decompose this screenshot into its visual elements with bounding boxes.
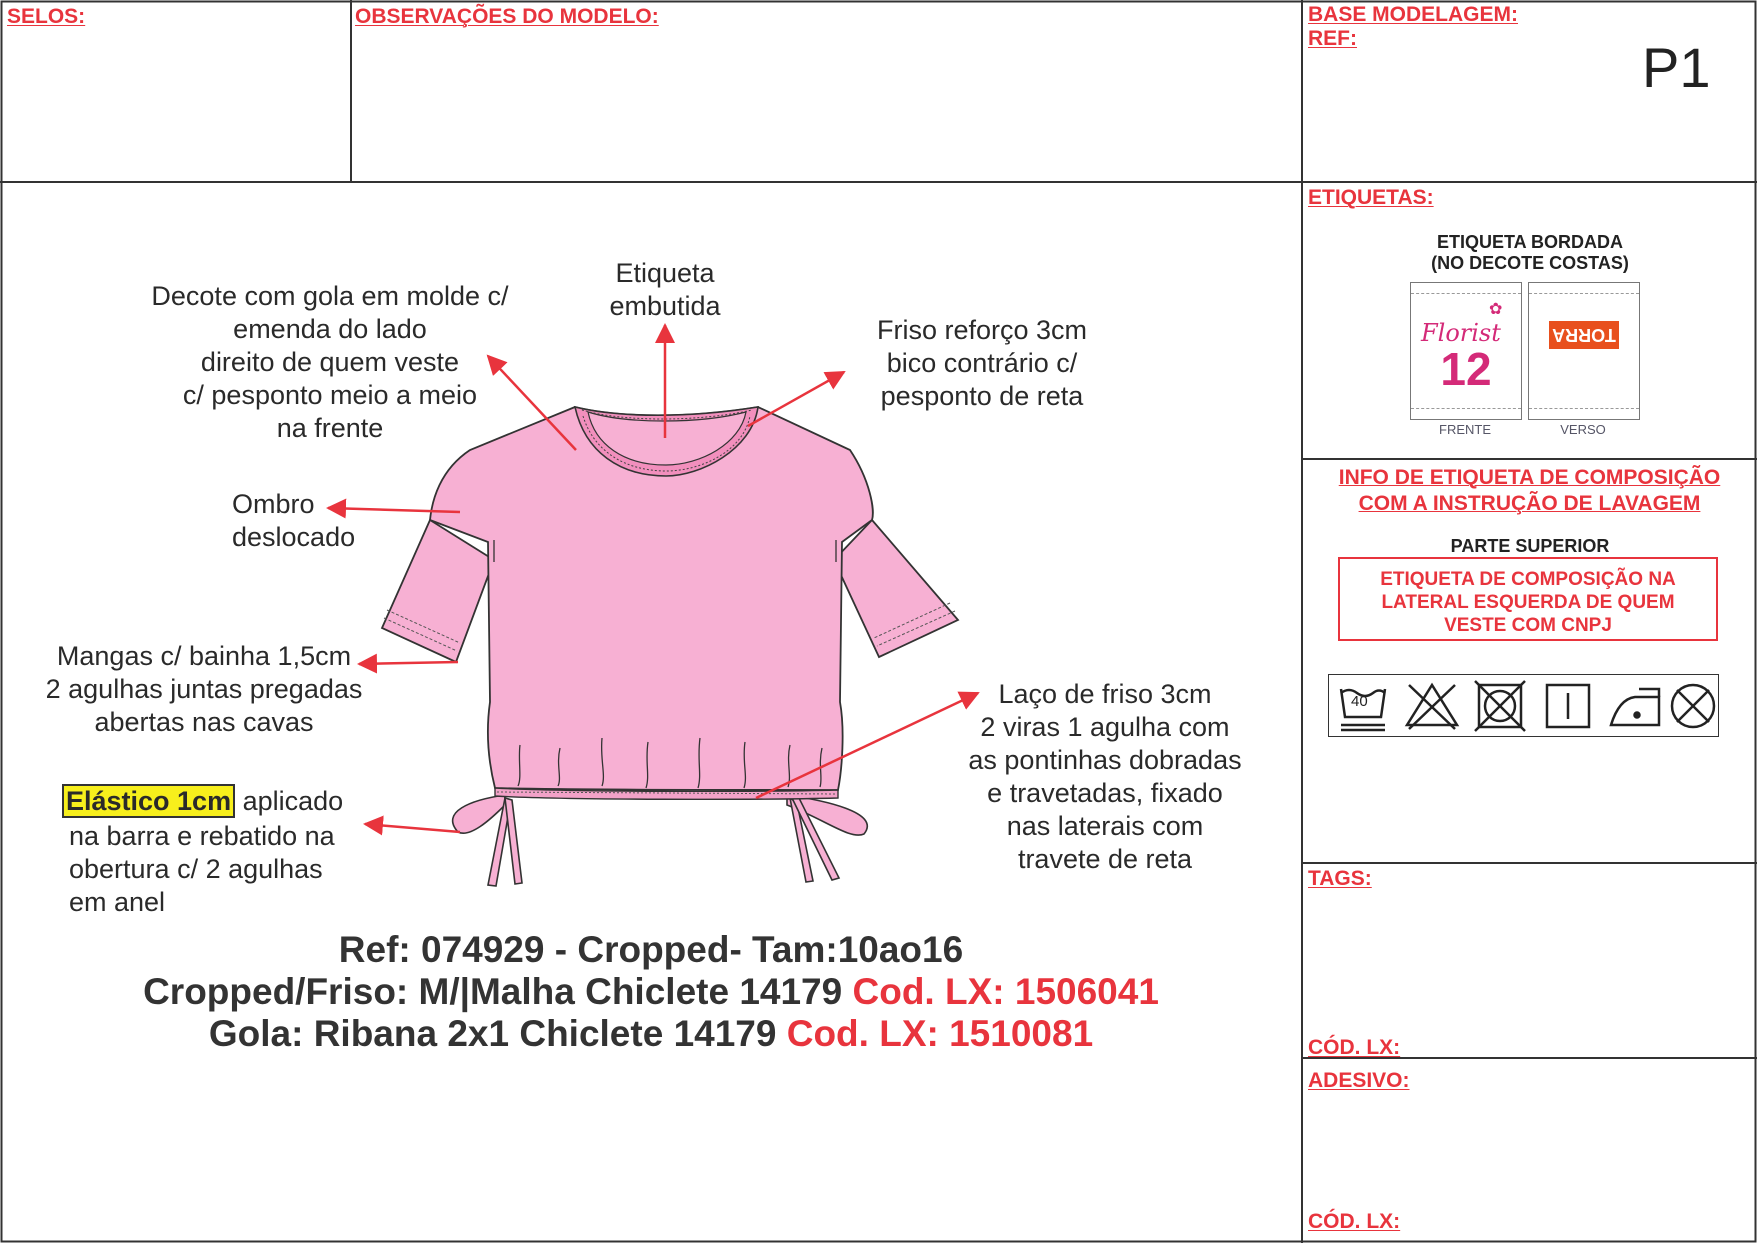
annotation-ombro: Ombro deslocado: [232, 489, 356, 552]
annotation-friso: Friso reforço 3cm bico contrário c/ pesponto de reta: [876, 315, 1088, 411]
wash-temp: 40: [1351, 693, 1368, 710]
base-modelagem-label: BASE MODELAGEM:: [1308, 3, 1518, 26]
arrow-elastico: [365, 824, 460, 832]
label-front-number: 12: [1440, 343, 1492, 395]
adesivo-label: ADESIVO:: [1308, 1069, 1410, 1092]
annotation-decote: Decote com gola em molde c/ emenda do lado direito de quem veste c/ pesponto meio a meio na frente: [151, 281, 509, 443]
size-code: P1: [1642, 36, 1711, 99]
collar-description: Gola: Ribana 2x1 Chiclete 14179: [208, 1013, 787, 1054]
no-dry-clean-icon: [1672, 685, 1714, 727]
no-bleach-icon: [1407, 685, 1457, 729]
annotation-elastico-line1: [62, 785, 343, 818]
annotation-laco: Laço de friso 3cm 2 viras 1 agulha com as pontinhas dobradas e travetadas, fixado nas laterais com travete de reta: [968, 679, 1242, 874]
iron-low-icon: [1611, 689, 1659, 725]
selos-label: SELOS:: [7, 5, 86, 28]
annotation-etiqueta: Etiqueta embutida: [609, 258, 721, 321]
observacoes-label: OBSERVAÇÕES DO MODELO:: [355, 5, 659, 28]
left-bow: [453, 795, 522, 886]
label-back-caption: VERSO: [1560, 422, 1606, 437]
collar-code: Cod. LX: 1510081: [786, 1013, 1094, 1054]
fabric-code: Cod. LX: 1506041: [852, 971, 1159, 1012]
composition-box: [1338, 557, 1718, 641]
right-sleeve: [834, 520, 958, 657]
label-front: [1410, 282, 1522, 420]
arrow-friso: [748, 372, 844, 426]
composition-box-text: ETIQUETA DE COMPOSIÇÃO NA LATERAL ESQUERDA DE QUEM VESTE COM CNPJ: [1380, 569, 1676, 636]
left-sleeve: [382, 520, 494, 662]
no-tumble-dry-icon: [1475, 681, 1525, 731]
care-symbols-strip: [1328, 674, 1719, 737]
annotation-elastico-rest: na barra e rebatido na obertura c/ 2 agulhas em anel: [69, 821, 335, 917]
info-composicao-title: INFO DE ETIQUETA DE COMPOSIÇÃO COM A INSTRUÇÃO DE LAVAGEM: [1338, 466, 1721, 515]
cod-lx-label-adesivo: CÓD. LX:: [1308, 1210, 1401, 1233]
annotation-mangas: Mangas c/ bainha 1,5cm 2 agulhas juntas pregadas abertas nas cavas: [45, 641, 363, 737]
elastico-rest-1: aplicado: [242, 786, 344, 816]
etiqueta-bordada-title: ETIQUETA BORDADA (NO DECOTE COSTAS): [1431, 232, 1629, 273]
product-collar-line: [0, 1013, 1302, 1055]
product-fabric-line: [0, 971, 1302, 1013]
parte-superior-label: PARTE SUPERIOR: [1450, 536, 1610, 556]
label-back-brand: TORRA: [1549, 321, 1619, 349]
line-dry-icon: [1547, 685, 1589, 727]
product-ref-line: Ref: 074929 - Cropped- Tam:10ao16: [338, 929, 964, 970]
ref-label: REF:: [1308, 27, 1357, 50]
elastico-highlight: Elástico 1cm: [62, 784, 235, 818]
label-back: [1528, 282, 1640, 420]
label-front-script: Florist: [1421, 319, 1501, 347]
right-bow: [787, 795, 867, 882]
label-front-caption: FRENTE: [1439, 422, 1491, 437]
tags-label: TAGS:: [1308, 867, 1372, 890]
fabric-description: Cropped/Friso: M/|Malha Chiclete 14179: [143, 971, 853, 1012]
cod-lx-label-tags: CÓD. LX:: [1308, 1036, 1401, 1059]
flower-icon: ✿: [1489, 301, 1503, 318]
etiquetas-label: ETIQUETAS:: [1308, 186, 1434, 209]
